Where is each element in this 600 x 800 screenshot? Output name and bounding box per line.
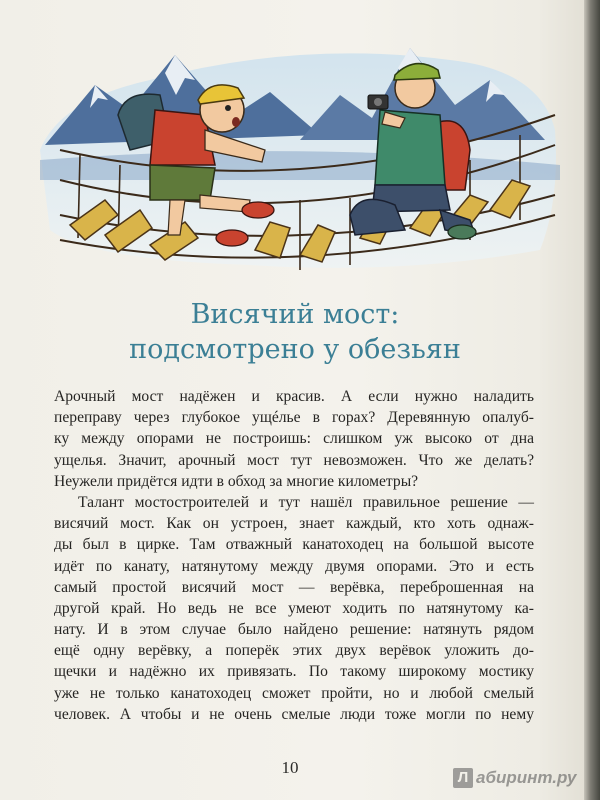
text-line: человек. А чтобы и не очень смелые люди тоже могли по нему <box>54 705 534 723</box>
text-line: самый простой висячий мост — верёвка, переброшенная на <box>54 578 534 596</box>
watermark-text: абиринт.ру <box>476 768 577 787</box>
text-line: щечки и надёжно их привязать. По такому широкому мостику <box>54 663 534 681</box>
page-number: 10 <box>281 758 299 777</box>
text-line: ущелья. Значит, арочный мост тут невозможен. Что же делать? <box>54 451 534 469</box>
watermark-logo <box>453 768 576 788</box>
page-edge-shadow <box>584 0 600 800</box>
text-line: ещё одну верёвку, а поперёк этих двух верёвок уложить до- <box>54 642 534 660</box>
text-line: переправу через глубокое ущéлье в горах? Деревянную опалуб- <box>54 409 534 427</box>
text-line: другой край. Но ведь не все умеют ходить по натянутому ка- <box>54 599 534 617</box>
text-line: ды был в цирке. Там отважный канатоходец на большой высоте <box>54 536 534 554</box>
chapter-title-line-1: Висячий мост: <box>190 299 400 330</box>
bridge-illustration <box>0 0 584 290</box>
text-line: Неужели придётся идти в обход за многие километры? <box>54 472 419 490</box>
watermark-badge: Л <box>453 768 473 788</box>
text-line: висячий мост. Как он устроен, знает каждый, кто хоть однаж- <box>54 515 534 533</box>
chapter-title-line-2: подсмотрено у обезьян <box>129 334 461 365</box>
text-line: Талант мостостроителей и тут нашёл правильное решение — <box>78 493 534 511</box>
text-line: ку между опорами не построишь: слишком уж высоко от дна <box>54 430 534 448</box>
text-line: идёт по канату, натянутому между двумя опорами. Это и есть <box>54 557 534 575</box>
text-line: нату. И в этом случае было найдено решение: натянуть рядом <box>54 621 534 639</box>
body-text <box>54 386 534 725</box>
text-line: Арочный мост надёжен и красив. А если нужно наладить <box>54 388 534 405</box>
text-line: уже не только канатоходец сможет пройти, но и любой смелый <box>54 684 534 702</box>
